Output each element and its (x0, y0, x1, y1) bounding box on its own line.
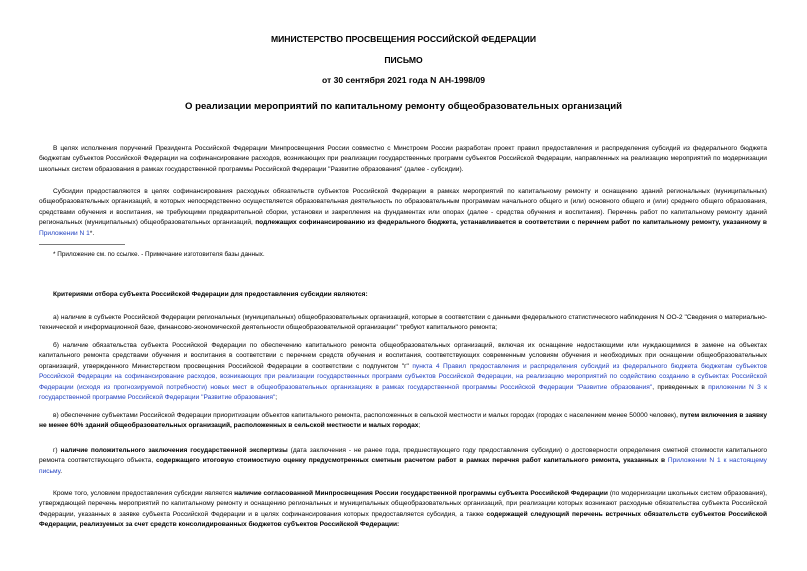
criterion-d-bold-2: содержащего итоговую стоимостную оценку предусмотренных сметным расчетом работ в рамках перечня работ капитального ремонта, указанных в (156, 457, 666, 465)
appendix-3-program-link[interactable]: приложении N 3 к государственной программе Российской Федерации "Развитие образования" (39, 383, 767, 402)
appendix-1-letter-link[interactable]: Приложении N 1 к настоящему письму (39, 457, 767, 475)
paragraph-intro: В целях исполнения поручений Президента Российской Федерации Минпросвещения России совместно с Минстроем России разработан проект правил предоставления и распределения субсидий из федерального бюджета бюджетам субъектов Российской Федерации на софинансирование расходов, возникающих при реализации государственных программ субъектов Российской Федерации, направленных на реализацию мероприятий по модернизации школьных систем образования в рамках государственной программы Российской Федерации "Развитие образования" (далее - субсидии). (39, 145, 767, 173)
footnote-divider (39, 244, 125, 245)
criterion-d-letter: г) (53, 447, 58, 454)
criterion-c-end: ; (418, 422, 421, 430)
criterion-d-bold-1: наличие положительного заключения государственной экспертизы (60, 447, 288, 454)
paragraph-subsidies-end: *. (89, 229, 95, 237)
paragraph-conditions-bold-1: наличие согласованной Минпросвещения России государственной программы субъекта Российской Федерации (234, 490, 608, 497)
criterion-b-end: ; (275, 394, 278, 402)
appendix-1-link[interactable]: Приложении N 1 (39, 229, 90, 237)
paragraph-subsidies (39, 187, 767, 239)
paragraph-conditions-text: Кроме того, условием предоставления субсидии является (53, 490, 233, 497)
document-date-number: от 30 сентября 2021 года N АН-1998/09 (321, 75, 486, 85)
criterion-a: а) наличие в субъекте Российской Федерации региональных (муниципальных) общеобразовательных организаций, которые в соответствии с данными федерального статистического наблюдения N ОО-2 "Сведения о материально-технической и информационной базе, финансово-экономической деятельности общеобразовательной организации" требуют капитального ремонта; (39, 314, 767, 332)
criterion-d-end: . (60, 467, 63, 475)
criteria-heading-text: Критериями отбора субъекта Российской Федерации для предоставления субсидии являются: (53, 291, 368, 298)
paragraph-subsidies-bold: подлежащих софинансированию из федерального бюджета, устанавливается в соответствии с перечнем работ по капитальному ремонту, указанному в (255, 219, 767, 227)
criterion-c-text: в) обеспечение субъектами Российской Федерации приоритизации объектов капитального ремонта, расположенных в сельской местности и малых городах (городах с населением менее 50000 человек), (53, 412, 678, 419)
document-title: О реализации мероприятий по капитальному ремонту общеобразовательных организаций (184, 101, 622, 112)
criteria-heading (39, 290, 767, 300)
criterion-b-text: б) наличие обязательства субъекта Российской Федерации по обеспечению капитального ремонта общеобразовательных организаций, включая их оснащение недостающими или нуждающимися в замене на объектах капитального ремонта средствами обучения и воспитания в соответствии с перечнем средств обучения и воспитания, соответствующих современным условиям обучения и необходимых при оснащении общеобразовательных организаций, утвержденного Министерством просвещения Российской Федерации в соответствии с подпунктом "г" (39, 342, 767, 370)
criterion-d (39, 446, 767, 477)
paragraph-subsidies-text: Субсидии предоставляются в целях софинансирования расходных обязательств субъектов Российской Федерации в рамках мероприятий по капитальному ремонту и оснащению зданий региональных (муниципальных) общеобразовательных организаций, в которых непосредственно осуществляется образовательная деятельность по образовательным программам начального общего и (или) основного общего и (или) среднего общего образования, средствами обучения и воспитания, не требующими предварительной сборки, установки и закрепления на фундаментах или опорах (далее - средства обучения и воспитания). Перечень работ по капитальному ремонту зданий региональных (муниципальных) общеобразовательных организаций, (39, 188, 767, 227)
ministry-heading: МИНИСТЕРСТВО ПРОСВЕЩЕНИЯ РОССИЙСКОЙ ФЕДЕРАЦИИ (270, 34, 537, 44)
paragraph-conditions-bold-2: содержащей следующий перечень встречных обязательств субъектов Российской Федерации, реализуемых за счет средств консолидированных бюджетов субъектов Российской Федерации: (39, 510, 768, 529)
document-type: ПИСЬМО (384, 55, 423, 65)
footnote: * Приложение см. по ссылке. - Примечание изготовителя базы данных. (53, 251, 265, 258)
criterion-c (39, 411, 767, 432)
criterion-c-bold: путем включения в заявку не менее 60% зданий общеобразовательных организаций, расположенных в сельской местности и малых городах (39, 412, 768, 430)
rules-point-4-link[interactable]: пункта 4 Правил предоставления и распределения субсидий из федерального бюджета бюджетам субъектов Российской Федерации на софинансирование расходов, возникающих при реализации государственных программ субъектов Российской Федерации, на реализацию мероприятий по содействию созданию в субъектах Российской Федерации (исходя из прогнозируемой потребности) новых мест в общеобразовательных организациях в рамках государственной программы Российской Федерации "Развитие образования" (39, 362, 767, 391)
criterion-b (39, 341, 767, 403)
paragraph-conditions (39, 489, 767, 531)
paragraph-conditions-text-2: (по модернизации школьных систем образования), утверждающей перечень мероприятий по капитальному ремонту и оснащению региональных и муниципальных общеобразовательных организаций, при реализации которых возникают расходные обязательства субъекта Российской Федерации, указанных в заявке субъекта Российской Федерации и в целях софинансирования которых предоставляется субсидия, а также (39, 490, 768, 518)
criterion-b-mid: , приведенных в (652, 383, 705, 391)
criterion-d-text: (дата заключения - не ранее года, предшествующего году предоставления субсидии) о достоверности определения сметной стоимости капитального ремонта соответствующего объекта, (39, 447, 767, 465)
